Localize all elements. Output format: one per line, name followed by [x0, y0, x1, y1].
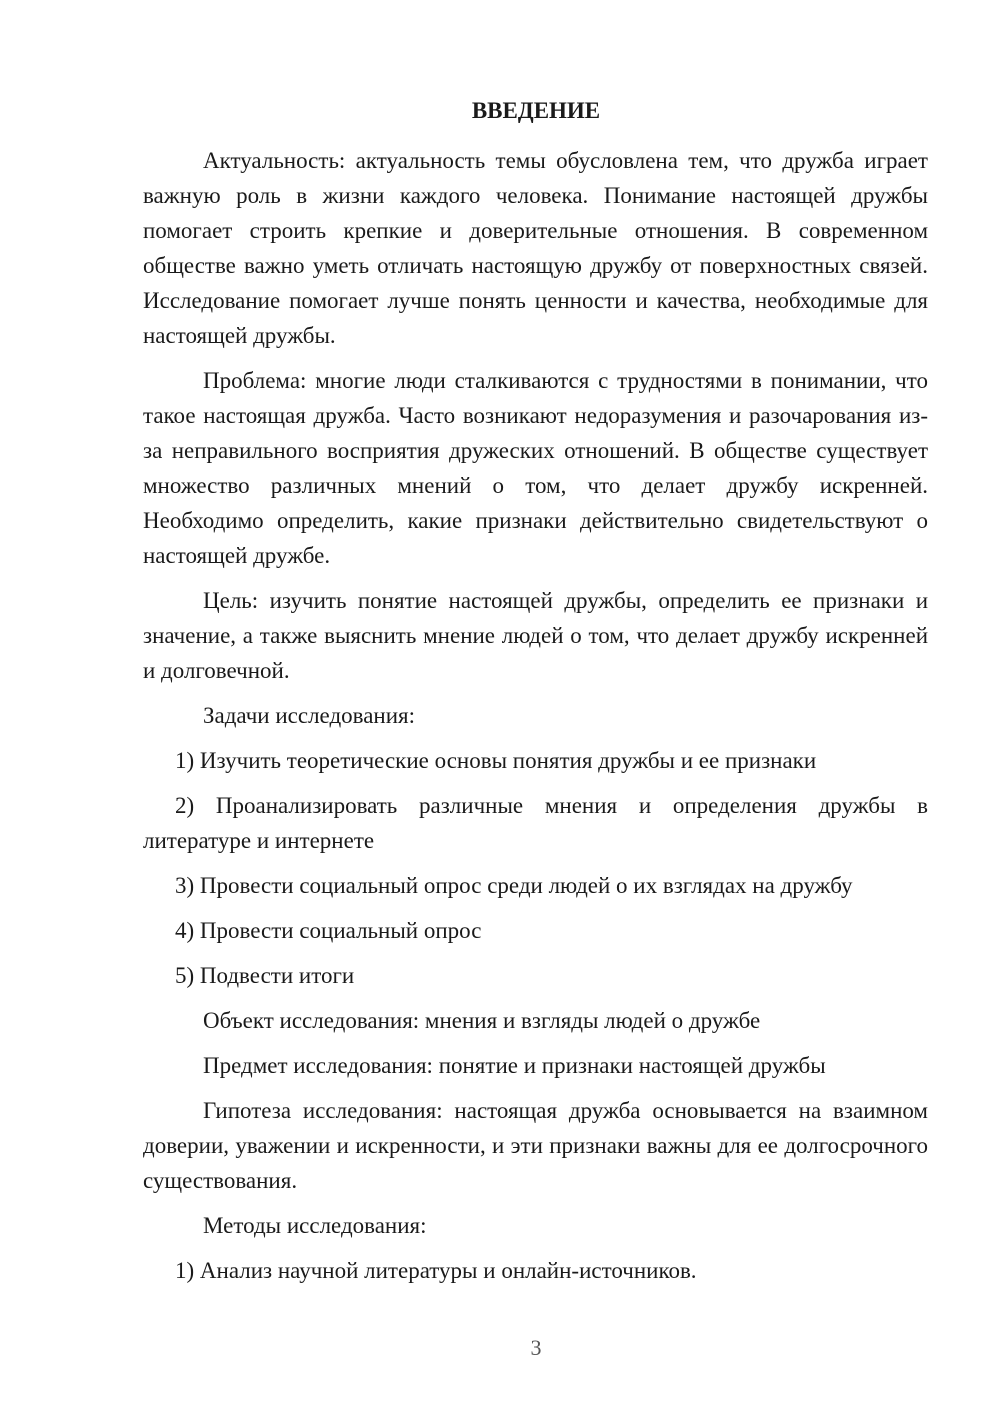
tasks-title: Задачи исследования: [203, 703, 416, 728]
task-item: 4) Провести социальный опрос [175, 918, 482, 943]
methods-title: Методы исследования: [203, 1213, 427, 1238]
research-subject: Предмет исследования: понятие и признаки настоящей дружбы [203, 1053, 826, 1078]
page-number: 3 [530, 1335, 542, 1360]
task-item: 3) Провести социальный опрос среди людей о их взглядах на дружбу [175, 873, 853, 898]
document-body [143, 143, 928, 1298]
task-item: 2) Проанализировать различные мнения и определения дружбы в литературе и интернете [143, 793, 928, 853]
relevance-paragraph: Актуальность: актуальность темы обусловлена тем, что дружба играет важную роль в жизни каждого человека. Понимание настоящей дружбы помогает строить крепкие и доверительные отношения. В современном обществе важно уметь отличать настоящую дружбу от поверхностных связей. Исследование помогает лучше понять ценности и качества, необходимые для настоящей дружбы. [143, 148, 928, 348]
research-hypothesis: Гипотеза исследования: настоящая дружба основывается на взаимном доверии, уважении и искренности, и эти признаки важны для ее долгосрочного существования. [143, 1098, 928, 1193]
section-heading: ВВЕДЕНИЕ [471, 98, 601, 123]
method-item: 1) Анализ научной литературы и онлайн-источников. [175, 1258, 697, 1283]
task-item: 5) Подвести итоги [175, 963, 355, 988]
problem-paragraph: Проблема: многие люди сталкиваются с трудностями в понимании, что такое настоящая дружба. Часто возникают недоразумения и разочарования из-за неправильного восприятия дружеских отношений. В обществе существует множество различных мнений о том, что делает дружбу искренней. Необходимо определить, какие признаки действительно свидетельствуют о настоящей дружбе. [143, 368, 928, 568]
task-item: 1) Изучить теоретические основы понятия дружбы и ее признаки [175, 748, 817, 773]
goal-paragraph: Цель: изучить понятие настоящей дружбы, определить ее признаки и значение, а также выяснить мнение людей о том, что делает дружбу искренней и долговечной. [143, 588, 928, 683]
research-object: Объект исследования: мнения и взгляды людей о дружбе [203, 1008, 761, 1033]
